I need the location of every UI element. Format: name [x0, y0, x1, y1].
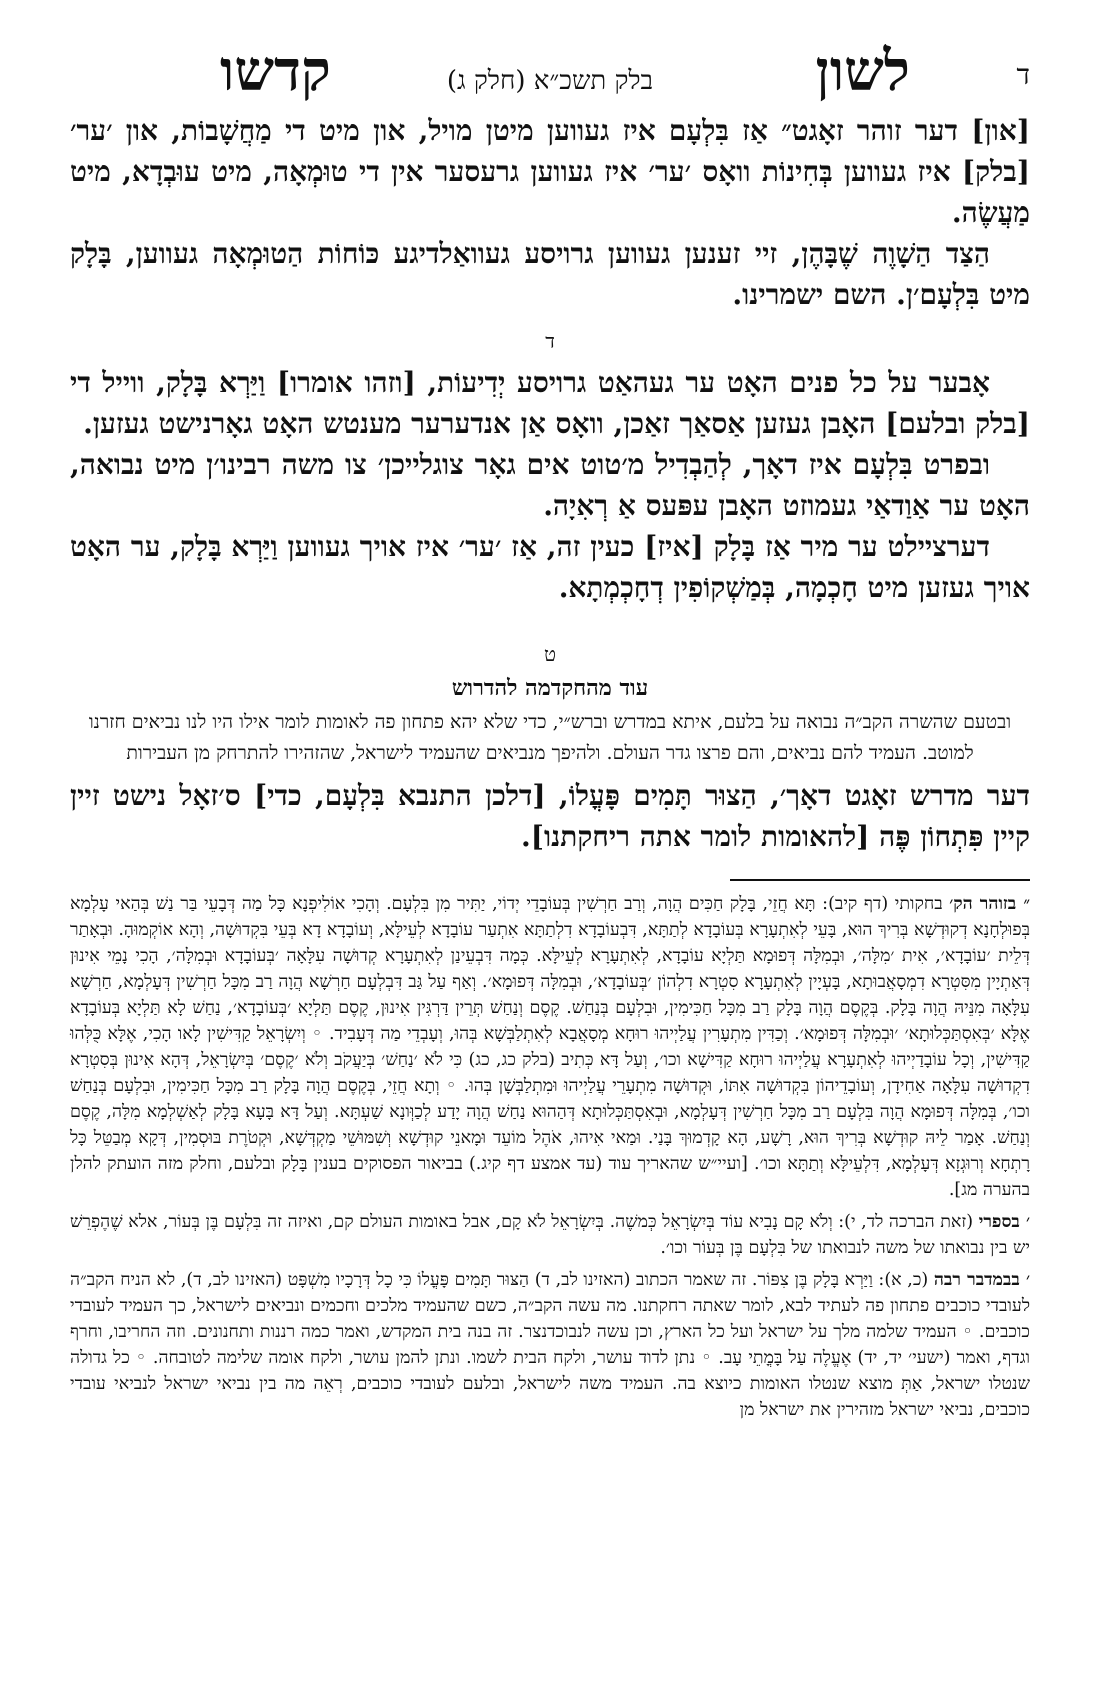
footnote-mark: ״ בזוהר הק׳	[949, 894, 1030, 914]
header-word-left: קדשו	[220, 38, 331, 104]
page-header	[70, 30, 1030, 110]
body-paragraph: ובפרט בִּלְעָם איז דאָך, לְהַבְדִיל מ׳טוט אים גאָר צוגלייכן׳ צו משה רבינו׳ן מיט נבואה, האָט ער אַוַדאַי געמוזט האָבן עפּעס אַ רְאִיָה.	[70, 448, 1030, 522]
header-word-right: לשון	[815, 38, 910, 104]
footnote	[70, 1267, 1030, 1423]
section-intro: ובטעם שהשרה הקב״ה נבואה על בלעם, איתא במדרש וברש״י, כדי שלא יהא פתחון פה לאומות לומר אילו היו לנו נביאים חזרנו למוטב. העמיד להם נביאים, והם פרצו גדר העולם. ולהיפך מנביאים שהעמיד לישראל, שהזהירו להתרחק מן העבירות	[88, 711, 1012, 764]
body-paragraph: [און] דער זוהר זאָגט״ אַז בִּלְעָם איז געווען מיטן מויל, און מיט די מַחֲשָׁבוֹת, און ׳ער׳ [בלק] איז געווען בְּחִינוֹת וואָס ׳ער׳ איז געווען גרעסער אין די טוּמְאָה, מיט עוּבְדָא, מיט מַעֲשֶׂה.	[70, 114, 1030, 229]
footnote-text: בחקותי (דף קיב): תָּא חֲזֵי, בָּלָק חַכִּים הֲוָה, וְרַב חַרְשִׁין בְּעוֹבָדֵי יְדוֹי, יַתִּיר מִן בִּלְעָם. וְהָכִי אוֹלִיפְנָא כָּל מַה דְּבָעֵי בַּר נַשׁ בְּהַאי עָלְמָא בְּפוּלְחָנָא דְקוּדְשָׁא בְּרִיךְ הוּא, בָּעֵי לְאִתְעָרָא בְּעוֹבָדָא לְתַתָּא, דִּבְעוֹבָדָא דִלְתַתָּא אִתְעַר עוֹבָדָא לְעֵילָּא, וְעוֹבָדָא דָא בְּעֵי בִּקְדוּשָׁה, וְהָא אוֹקְמוּהָ. וּבְאָתַר דְּלֵית ׳עוֹבָדָא׳, אִית ׳מִלָּה׳, וּבְמִלָּה דְּפוּמָא תַּלְיָא עוֹבָדָא, לְאִתְעָרָא לְעֵילָּא. כְּמָה דִּבְעֵינַן לְאִתְעָרָא קְדוּשָׁה עִלָּאָה ׳בְּעוֹבָדָא וּבְמִלָּה׳, הָכִי נָמֵי אִינוּן דְּאַתְיָין מִסִּטְרָא דִמְסָאֲבוּתָא, בָּעְיָין לְאִתְעָרָא סִטְרָא דִלְהוֹן ׳בְּעוֹבָדָא׳, וּבְמִלָּה דְּפוּמָא׳. וְאַף עַל גַּב דִּבְלְעָם חַרְשָׁא הֲוָה רַב מִכָּל חַרְשִׁין דְּעָלְמָא, חַרְשָׁא עִלָּאָה מִנֵּיהּ הֲוָה בָּלָק. בְּקֶסֶם הֲוָה בָּלָק רַב מִכָּל חַכִּימִין, וּבִלְעָם בְּנַחַשׁ. קֶסֶם וְנַחַשׁ תְּרֵין דַּרְגִּין אִינוּן, קֶסֶם תַּלְיָא ׳בְּעוֹבָדָא׳, נַחַשׁ לָא תַּלְיָא בְּעוֹבָדָא אֶלָּא ׳בְּאִסְתַּכְּלוּתָא׳ ׳וּבְמִלָּה דְּפוּמָא׳. וְכַדִּין מִתְעָרִין עֲלַיְיהוּ רוּחָא מְסָאֲבָא לְאִתְלַבְּשָׁא בְּהוּ, וְעָבְדֵי מַה דְּעָבִיד. ◦ וְיִשְׂרָאֵל קַדִּישִׁין לָאו הָכִי, אֶלָּא כֻּלְּהוּ קַדִּישִׁין, וְכָל עוֹבָדַיְיהוּ לְאִתְעָרָא עֲלַיְיהוּ רוּחָא קַדִּישָׁא וכו׳, וְעַל דָּא כְּתִיב (בלק כג, כג) כִּי לֹא ׳נַחַשׁ׳ בְּיַעֲקֹב וְלֹא ׳קֶסֶם׳ בְּיִשְׂרָאֵל, דְּהָא אִינוּן בְּסִטְרָא דִקְדוּשָׁה עִלָּאָה אַחִידָן, וְעוֹבָדֵיהוֹן בִּקְדוּשָׁה אִתּוֹ, וּקְדוּשָׁה מִתְעָרֵי עֲלַיְיהוּ וּמִתְלַבְּשָׁן בְּהוּ. ◦ וְתָא חֲזֵי, בְּקֶסֶם הֲוָה בָּלָק רַב מִכָּל חַכִּימִין, וּבִלְעָם בְּנַחַשׁ וכו׳, בְּמִלָּה דְּפוּמָא הֲוָה בִּלְעָם רַב מִכָּל חַרְשִׁין דְּעָלְמָא, וּבְאִסְתַּכְּלוּתָא דְּהַהוּא נַחַשׁ הֲוָה יָדַע לְכַוְּונָא שַׁעְתָּא. וְעַל דָּא בָּעָא בָּלָק לְאַשְׁלְמָא מִלָּה, קֶסֶם וְנַחַשׁ. אָמַר לֵיהּ קוּדְשָׁא בְּרִיךְ הוּא, רָשָׁע, הָא קָדְמוּךְ בָּנַי. וּמַאי אִיהוּ, אֹהֶל מוֹעֵד וּמָאנֵי קוּדְשָׁא וְשִׁמּוּשֵׁי מַקְדְּשָׁא, וּקְטֹרֶת בּוּסְמִין, דְּקָא מְבַטֵּל כָּל רָתְחָא וְרוּגְזָא דְּעָלְמָא, דִּלְעֵילָּא וְתַתָּא וכו׳. [ועיי״ש שהאריך עוד (עד אמצע דף קיג.) בביאור הפסוקים בענין בָּלָק ובלעם, וחלק מזה הועתק להלן בהערה מג].	[70, 894, 1030, 1200]
footnote-text: (זאת הברכה לד, י): וְלֹא קָם נָבִיא עוֹד בְּיִשְׂרָאֵל כְּמשֶׁה. בְּיִשְׂרָאֵל לֹא קָם, אבל באומות העולם קם, ואיזה זה בִּלְעָם בֶּן בְּעוֹר, אלא שֶׁהֶפְרֵשׁ יש בין נבואתו של משה לנבואתו של בִּלְעָם בֶּן בְּעוֹר וכו׳.	[70, 1212, 1030, 1258]
body-paragraph: דערציילט ער מיר אַז בָּלָק [איז] כעין זה, אַז ׳ער׳ איז אויך געווען וַיַּרְא בָּלָק, ער האָט אויך געזען מיט חָכְמָה, בְּמַשְׁקוֹפִין דְחָכְמְתָא.	[70, 530, 1030, 604]
footnote-mark: ׳ בספרי	[978, 1212, 1030, 1232]
page-letter: ד	[1016, 58, 1030, 91]
header-center-title: בלק תשכ״א (חלק ג)	[446, 66, 654, 96]
body-paragraph: הַצַד הַשָׁוֶה שֶׁבָּהֶן, זיי זענען געווען גרויסע געוואַלדיגע כּוֹחוֹת הַטוּמְאָה געווען, בָּלָק מיט בִּלְעָם׳ן. השם ישמרינו.	[70, 237, 1030, 311]
footnote	[70, 1209, 1030, 1261]
footnote-divider	[730, 879, 1030, 881]
section-letter: ט	[543, 642, 557, 666]
section-letter: ד	[545, 329, 555, 353]
footnote-text: (כ, א): וַיַּרְא בָּלָק בֶּן צִפּוֹר. זה שאמר הכתוב (האזינו לב, ד) הַצּוּר תָּמִים פָּעֳלוֹ כִּי כָל דְּרָכָיו מִשְׁפָּט (האזינו לב, ד), לא הניח הקב״ה לעובדי כוכבים פתחון פה לעתיד לבא, לומר שאתה רחקתנו. מה עשה הקב״ה, כשם שהעמיד מלכים וחכמים ונביאים לישראל, כך העמיד לעובדי כוכבים. ◦ העמיד שלמה מלך על ישראל ועל כל הארץ, וכן עשה לנבוכדנצר. זה בנה בית המקדש, ואמר כמה רננות ותחנונים. וזה החריבו, וחרף וגדף, ואמר (ישעי׳ יד, יד) אֶעֱלֶה עַל בָּמֳתֵי עָב. ◦ נתן לדוד עושר, ולקח הבית לשמו. ונתן להמן עושר, ולקח אומה שלימה לטובחה. ◦ כל גדולה שנטלו ישראל, אַתְּ מוצא שנטלו האומות כיוצא בה. העמיד משה לישראל, ובלעם לעובדי כוכבים, רְאֵה מה בין נביאי ישראל לנביאי עובדי כוכבים, נביאי ישראל מזהירין את ישראל מן	[70, 1270, 1030, 1420]
section-title: עוד מהחקדמה להדרוש	[451, 675, 649, 701]
body-paragraph: אָבער על כל פנים האָט ער געהאַט גרויסע יְדִיעוֹת, [וזהו אומרו] וַיַּרְא בָּלָק, ווייל די [בלק ובלעם] האָבן געזען אַסאַך זאַכן, וואָס אַן אנדערער מענטש האָט גאָרנישט געזען.	[70, 366, 1030, 440]
body-paragraph: דער מדרש זאָגט דאָך׳, הַצוּר תָּמִים פָּעֳלוֹ, [דלכן התנבא בִּלְעָם, כדי] ס׳זאָל נישט זיין קיין פִּתְחוֹן פֶּה [להאומות לומר אתה ריחקתנו].	[70, 779, 1031, 853]
footnote	[70, 891, 1030, 1203]
footnote-mark: ׳ בבמדבר רבה	[933, 1270, 1030, 1290]
